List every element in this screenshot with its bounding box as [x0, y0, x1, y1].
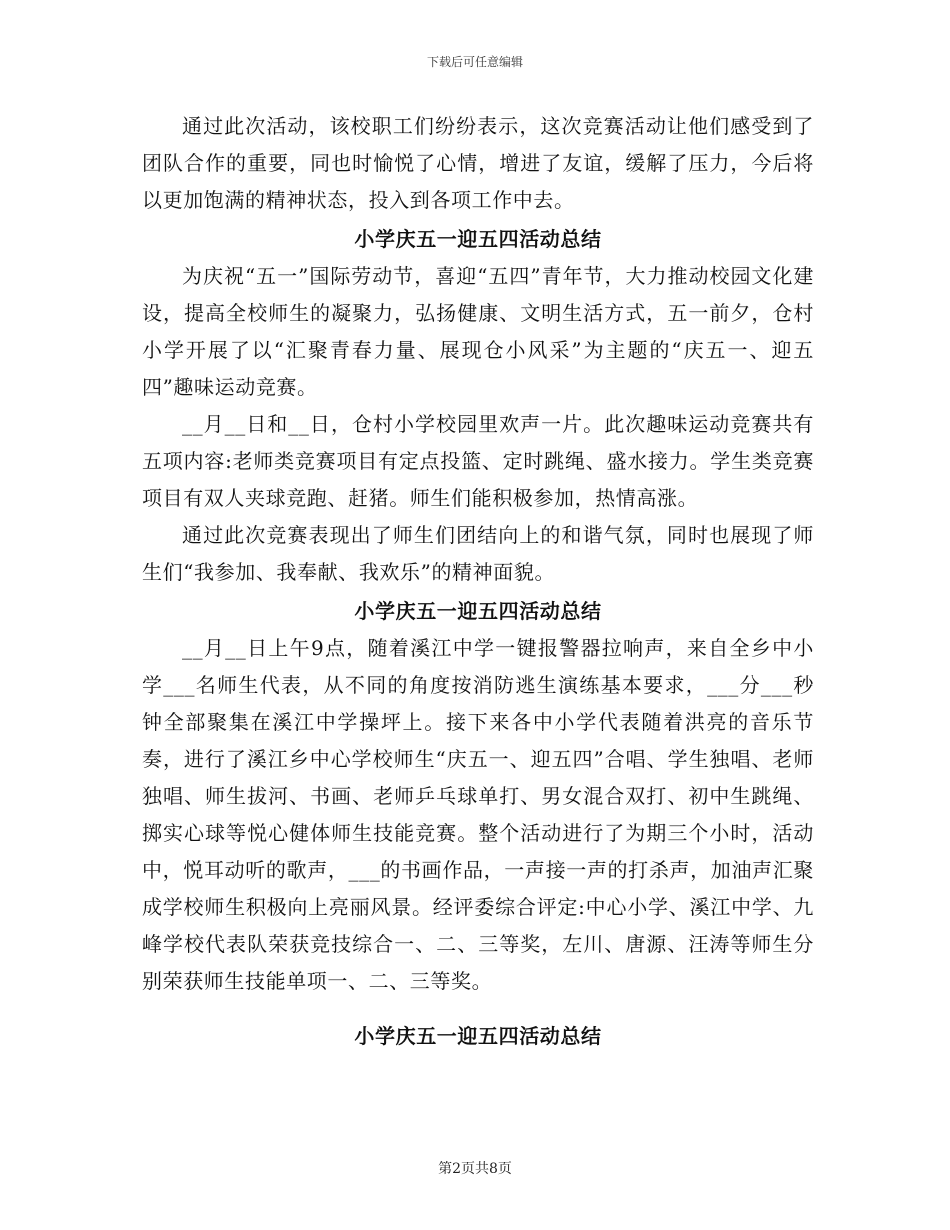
- section-title: 小学庆五一迎五四活动总结: [354, 227, 602, 251]
- document-body: [142, 108, 814, 1055]
- section-title: 小学庆五一迎五四活动总结: [354, 599, 602, 623]
- section-title: 小学庆五一迎五四活动总结: [354, 1024, 602, 1048]
- paragraph-event-details: __月__日上午9点，随着溪江中学一键报警器拉响声，来自全乡中小学___名师生代表，从不同的角度按消防逃生演练基本要求，___分___秒钟全部聚集在溪江中学操坪上。接下来各中小学代表随着洪亮的音乐节奏，进行了溪江乡中心学校师生“庆五一、迎五四”合唱、学生独唱、老师独唱、师生拔河、书画、老师乒乓球单打、男女混合双打、初中生跳绳、掷实心球等悦心健体师生技能竞赛。整个活动进行了为期三个小时，活动中，悦耳动听的歌声，___的书画作品，一声接一声的打杀声，加油声汇聚成学校师生积极向上亮丽风景。经评委综合评定:中心小学、溪江中学、九峰学校代表队荣获竞技综合一、二、三等奖，左川、唐源、汪涛等师生分别荣获师生技能单项一、二、三等奖。: [142, 636, 814, 993]
- paragraph-competition-items: __月__日和__日，仓村小学校园里欢声一片。此次趣味运动竞赛共有五项内容:老师类竞赛项目有定点投篮、定时跳绳、盛水接力。学生类竞赛项目有双人夹球竞跑、赶猪。师生们能积极参加，热情高涨。: [142, 412, 814, 510]
- paragraph-activity-reflection: 通过此次活动，该校职工们纷纷表示，这次竞赛活动让他们感受到了团队合作的重要，同也时愉悦了心情，增进了友谊，缓解了压力，今后将以更加饱满的精神状态，投入到各项工作中去。: [142, 114, 814, 212]
- paragraph-intro: 为庆祝“五一”国际劳动节，喜迎“五四”青年节，大力推动校园文化建设，提高全校师生的凝聚力，弘扬健康、文明生活方式，五一前夕，仓村小学开展了以“汇聚青春力量、展现仓小风采”为主题的“庆五一、迎五四”趣味运动竞赛。: [142, 264, 814, 399]
- page-number: 第2页共8页: [438, 1161, 512, 1177]
- paragraph-spirit: 通过此次竞赛表现出了师生们团结向上的和谐气氛，同时也展现了师生们“我参加、我奉献、我欢乐”的精神面貌。: [142, 523, 814, 584]
- header-note: 下载后可任意编辑: [426, 55, 523, 69]
